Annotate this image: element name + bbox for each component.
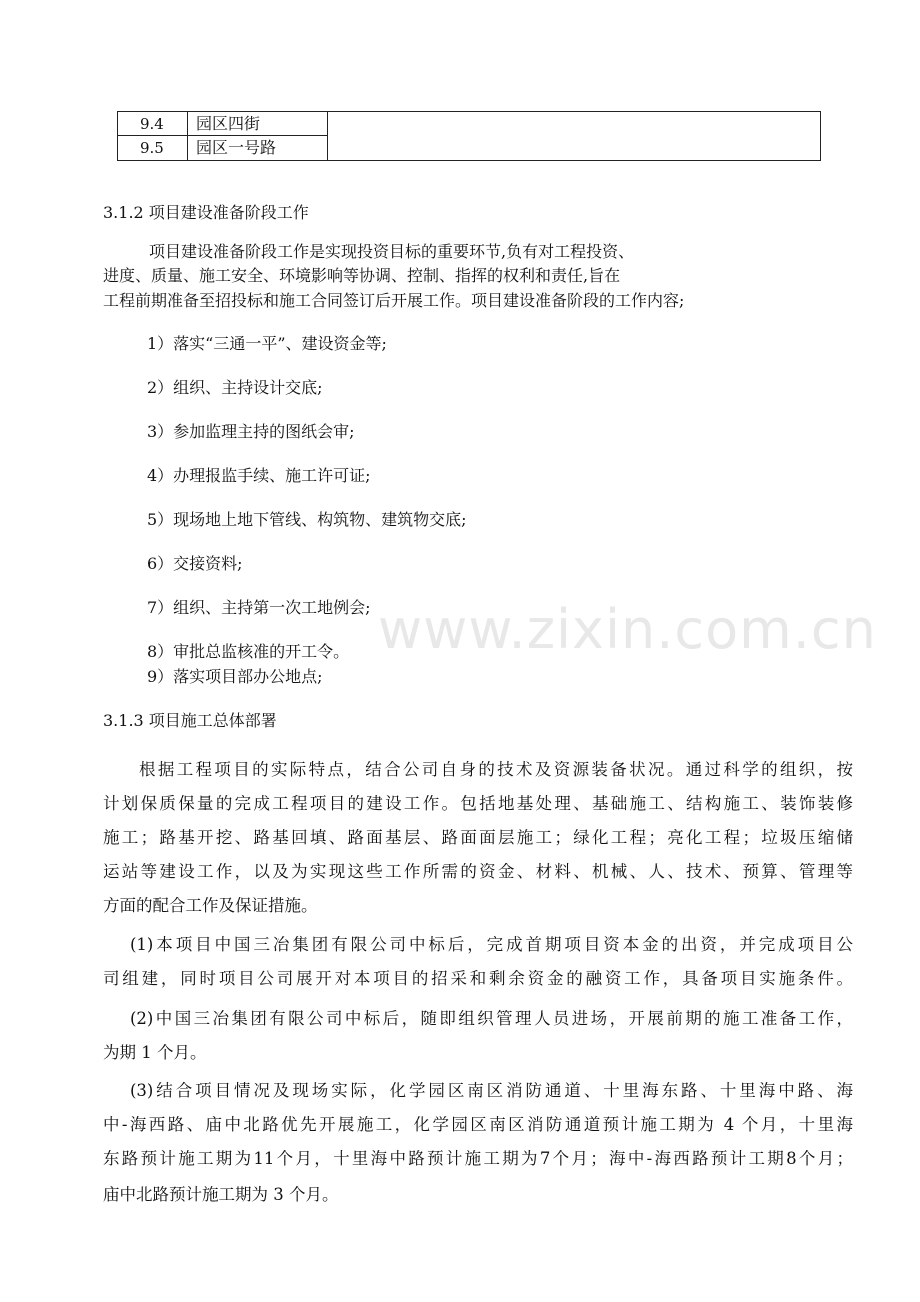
list-item: 8）审批总监核准的开工令。 [147,642,350,661]
paragraph-line: 运站等建设工作，以及为实现这些工作所需的资金、材料、机械、人、技术、预算、管理等 [103,862,853,881]
section-heading-312: 3.1.2 项目建设准备阶段工作 [103,203,309,222]
paragraph-line: 计划保质保量的完成工程项目的建设工作。包括地基处理、基础施工、结构施工、装饰装修 [103,794,853,813]
section-heading-313: 3.1.3 项目施工总体部署 [103,711,277,730]
paragraph-line: 中-海西路、庙中北路优先开展施工，化学园区南区消防通道预计施工期为 4 个月，十里海 [103,1115,853,1134]
row-number: 9.5 [118,136,188,160]
list-item: 6）交接资料; [147,554,243,573]
list-item: 9）落实项目部办公地点; [147,667,323,686]
list-item: 4）办理报监手续、施工许可证; [147,466,371,485]
table-row [118,112,328,136]
paragraph-line: 庙中北路预计施工期为 3 个月。 [103,1185,339,1204]
intro-line: 进度、质量、施工安全、环境影响等协调、控制、指挥的权利和责任,旨在 [103,266,621,285]
paragraph-line: 东路预计施工期为11个月，十里海中路预计施工期为7个月；海中-海西路预计工期8个月； [103,1149,853,1168]
row-name: 园区四街 [188,112,328,135]
paragraph-line: 为期 1 个月。 [103,1043,207,1062]
row-number: 9.4 [118,112,188,135]
table-row [118,136,328,160]
list-item: 5）现场地上地下管线、构筑物、建筑物交底; [147,510,467,529]
list-item: 7）组织、主持第一次工地例会; [147,598,371,617]
intro-line: 工程前期准备至招投标和施工合同签订后开展工作。项目建设准备阶段的工作内容; [103,291,685,310]
row-name: 园区一号路 [188,136,328,160]
watermark: www.zixin.com.cn [378,598,877,661]
paragraph-line: 司组建，同时项目公司展开对本项目的招采和剩余资金的融资工作，具备项目实施条件。 [103,969,853,988]
schedule-table [117,111,821,161]
paragraph-line: 方面的配合工作及保证措施。 [103,896,318,915]
intro-line: 项目建设准备阶段工作是实现投资目标的重要环节,负有对工程投资、 [149,242,635,261]
paragraph-line: 根据工程项目的实际特点，结合公司自身的技术及资源装备状况。通过科学的组织，按 [139,760,853,779]
paragraph-line: (1)本项目中国三冶集团有限公司中标后，完成首期项目资本金的出资，并完成项目公 [130,935,853,954]
list-item: 2）组织、主持设计交底; [147,378,323,397]
paragraph-line: (3)结合项目情况及现场实际，化学园区南区消防通道、十里海东路、十里海中路、海 [130,1081,853,1100]
paragraph-line: 施工；路基开挖、路基回填、路面基层、路面面层施工；绿化工程；亮化工程；垃圾压缩储 [103,828,853,847]
list-item: 1）落实“三通一平”、建设资金等; [147,334,387,353]
paragraph-line: (2)中国三冶集团有限公司中标后，随即组织管理人员进场，开展前期的施工准备工作， [130,1009,853,1028]
list-item: 3）参加监理主持的图纸会审; [147,422,355,441]
